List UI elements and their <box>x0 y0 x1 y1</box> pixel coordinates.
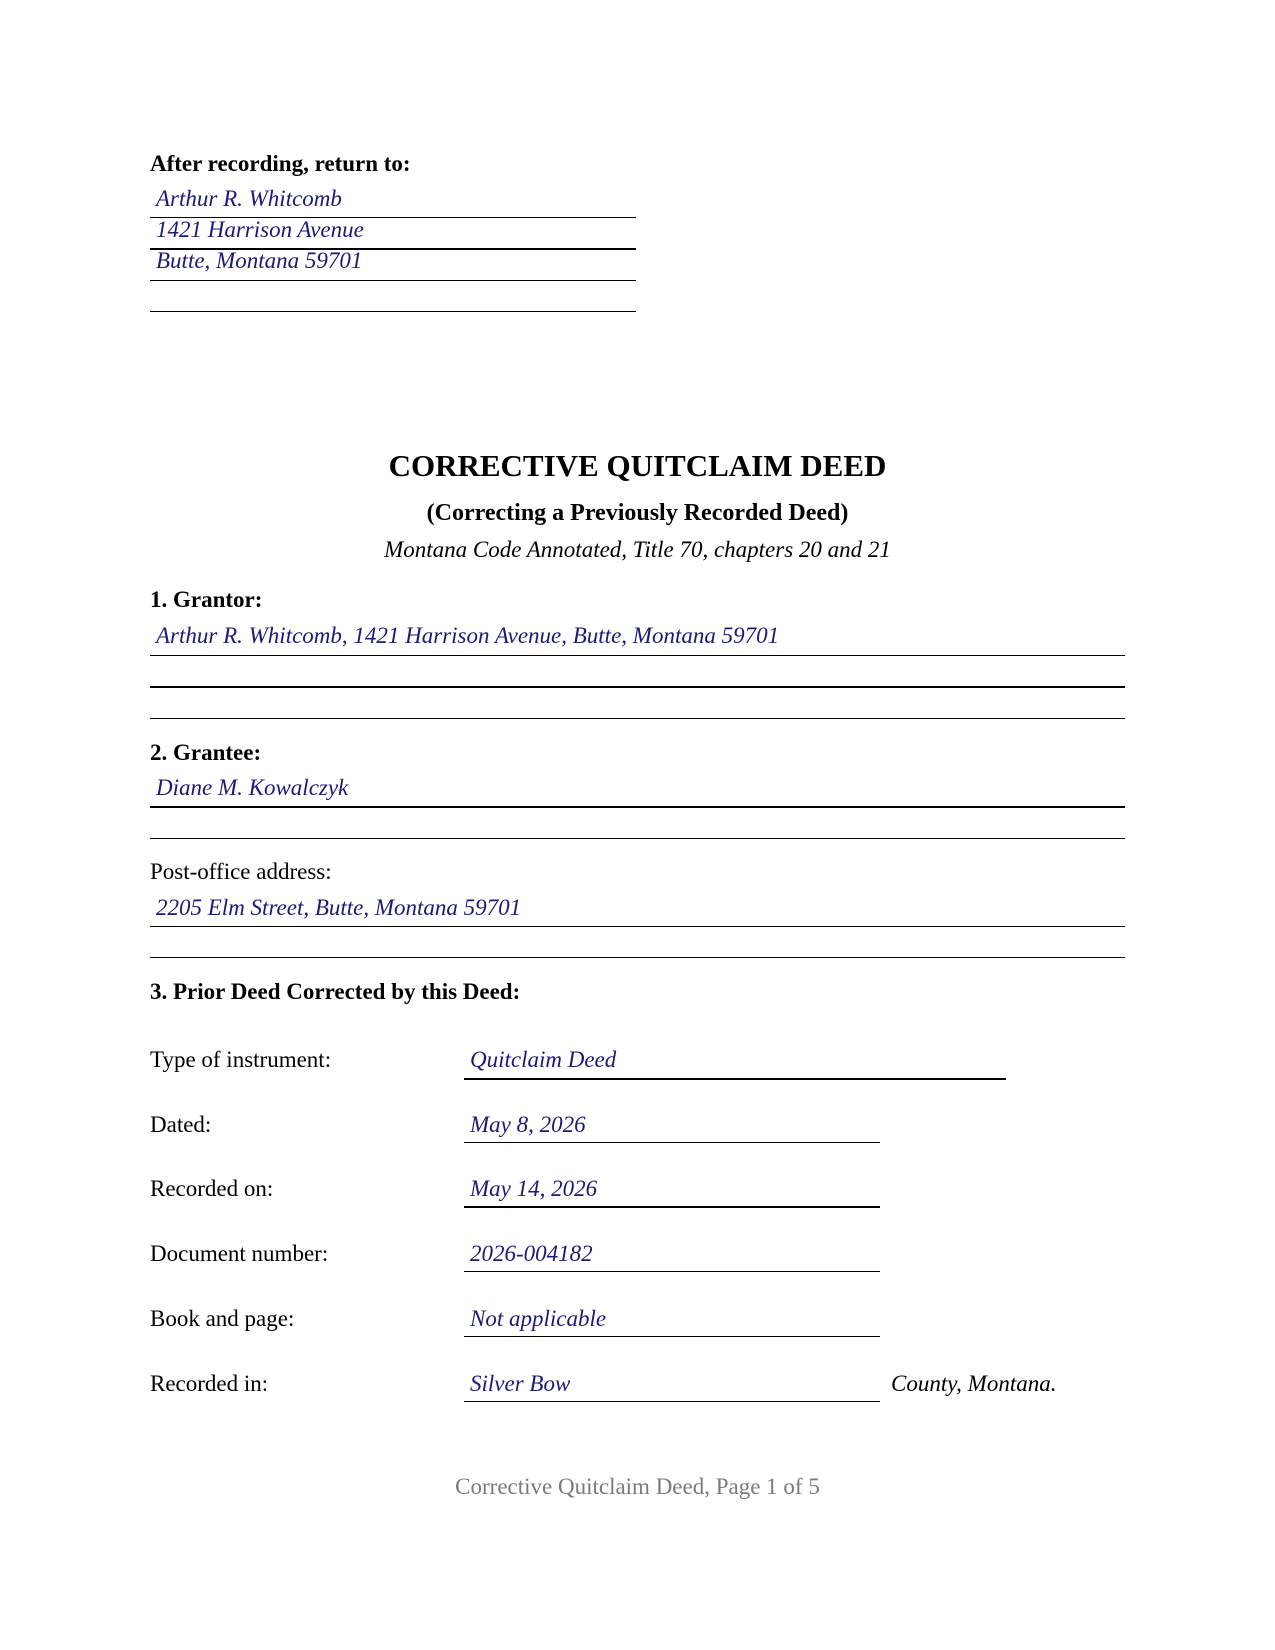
grantee-address-line-1 <box>150 926 1125 927</box>
grantor-line-1-value[interactable]: Arthur R. Whitcomb, 1421 Harrison Avenue, Butte, Montana 59701 <box>156 623 780 648</box>
instrument-type-line <box>464 1078 1006 1080</box>
recorded-in-value[interactable]: Silver Bow <box>470 1371 571 1396</box>
grantee-address-line-2 <box>150 957 1125 958</box>
recorded-in-line <box>464 1401 880 1402</box>
book-page-value[interactable]: Not applicable <box>470 1306 607 1331</box>
instrument-type-value[interactable]: Quitclaim Deed <box>470 1047 617 1072</box>
book-page-line <box>464 1336 880 1337</box>
document-number-value[interactable]: 2026-004182 <box>470 1241 593 1266</box>
grantee-heading: 2. Grantee: <box>150 740 262 765</box>
grantee-address-value[interactable]: 2205 Elm Street, Butte, Montana 59701 <box>156 895 522 920</box>
document-number-line <box>464 1271 880 1272</box>
book-page-label: Book and page: <box>150 1306 295 1331</box>
document-subtitle: (Correcting a Previously Recorded Deed) <box>426 500 849 526</box>
statute-reference: Montana Code Annotated, Title 70, chapters 20 and 21 <box>384 537 891 562</box>
return-to-line-4 <box>150 311 636 312</box>
grantee-address-label: Post-office address: <box>150 859 332 884</box>
page-footer: Corrective Quitclaim Deed, Page 1 of 5 <box>455 1474 820 1499</box>
grantee-line-2 <box>150 838 1125 839</box>
grantor-line-3 <box>150 718 1125 719</box>
recorded-on-label: Recorded on: <box>150 1176 274 1201</box>
return-to-name[interactable]: Arthur R. Whitcomb <box>156 186 342 211</box>
dated-line <box>464 1142 880 1143</box>
recorded-on-value[interactable]: May 14, 2026 <box>470 1176 598 1201</box>
return-to-city[interactable]: Butte, Montana 59701 <box>156 248 363 273</box>
recorded-on-line <box>464 1206 880 1208</box>
document-title: CORRECTIVE QUITCLAIM DEED <box>388 448 887 483</box>
return-to-heading: After recording, return to: <box>150 151 411 176</box>
return-to-line-3 <box>150 280 636 281</box>
instrument-type-label: Type of instrument: <box>150 1047 332 1072</box>
grantor-line-1 <box>150 655 1125 656</box>
prior-deed-heading: 3. Prior Deed Corrected by this Deed: <box>150 979 521 1004</box>
grantor-heading: 1. Grantor: <box>150 587 263 612</box>
return-to-street[interactable]: 1421 Harrison Avenue <box>156 217 364 242</box>
recorded-in-label: Recorded in: <box>150 1371 269 1396</box>
grantee-name-value[interactable]: Diane M. Kowalczyk <box>156 775 349 800</box>
grantor-line-2 <box>150 686 1125 688</box>
dated-label: Dated: <box>150 1112 212 1137</box>
document-number-label: Document number: <box>150 1241 329 1266</box>
recorded-in-suffix: County, Montana. <box>891 1371 1057 1396</box>
grantee-line-1 <box>150 806 1125 808</box>
dated-value[interactable]: May 8, 2026 <box>470 1112 586 1137</box>
